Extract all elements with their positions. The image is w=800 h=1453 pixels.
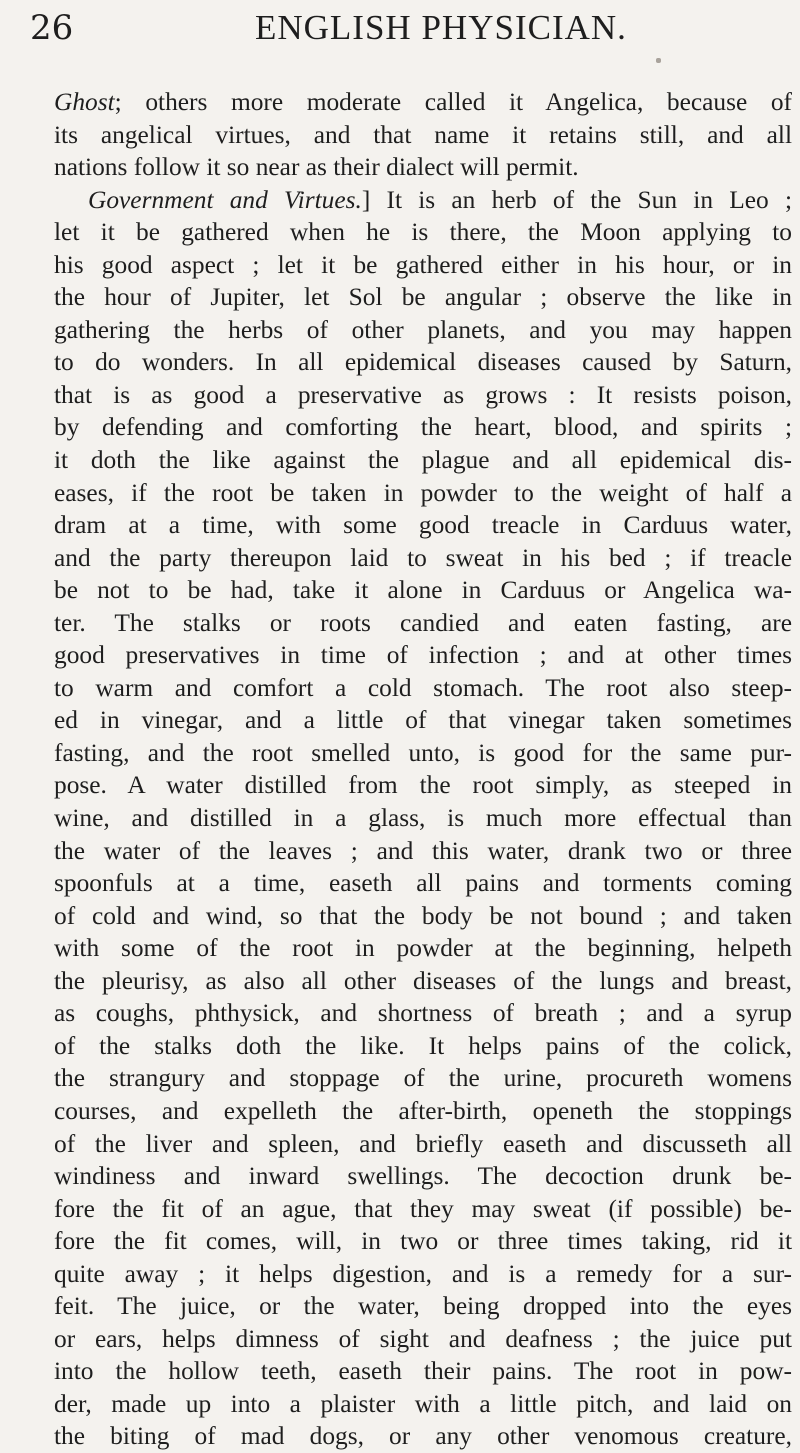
body-text — [54, 86, 792, 1453]
text-line: to do wonders. In all epidemical diseases caused by Saturn, — [54, 348, 792, 377]
text-line: ter. The stalks or roots candied and eaten fasting, are — [54, 608, 792, 637]
page-number: 26 — [30, 8, 74, 48]
text-line: fore the fit comes, will, in two or three times taking, rid it — [54, 1227, 792, 1256]
text-line: the hour of Jupiter, let Sol be angular ; observe the like in — [54, 283, 792, 312]
line-text: ; others more moderate called it Angelica, because of — [114, 88, 792, 116]
ink-speck — [656, 58, 661, 63]
text-line: of the liver and spleen, and briefly easeth and discusseth all — [54, 1129, 792, 1158]
text-line: by defending and comforting the heart, blood, and spirits ; — [54, 413, 792, 442]
text-line: the pleurisy, as also all other diseases of the lungs and breast, — [54, 966, 792, 995]
text-line: the biting of mad dogs, or any other venomous creature, — [54, 1422, 792, 1451]
text-line — [54, 86, 792, 119]
text-line: ed in vinegar, and a little of that vinegar taken sometimes — [54, 706, 792, 735]
text-line — [54, 184, 792, 217]
line-text: ] It is an herb of the Sun in Leo ; — [361, 185, 792, 214]
text-line: it doth the like against the plague and all epidemical dis- — [54, 446, 792, 475]
text-line: quite away ; it helps digestion, and is a remedy for a sur- — [54, 1259, 792, 1288]
text-line: windiness and inward swellings. The decoction drunk be- — [54, 1162, 792, 1191]
text-line: with some of the root in powder at the beginning, helpeth — [54, 934, 792, 963]
text-line: courses, and expelleth the after-birth, openeth the stoppings — [54, 1096, 792, 1125]
text-line: the strangury and stoppage of the urine, procureth womens — [54, 1064, 792, 1093]
text-line: the water of the leaves ; and this water, drank two or three — [54, 836, 792, 865]
text-line: or ears, helps dimness of sight and deafness ; the juice put — [54, 1324, 792, 1353]
text-line: der, made up into a plaister with a little pitch, and laid on — [54, 1389, 792, 1418]
text-line: of cold and wind, so that the body be not bound ; and taken — [54, 901, 792, 930]
text-line: into the hollow teeth, easeth their pains. The root in pow- — [54, 1357, 792, 1386]
text-line: his good aspect ; let it be gathered either in his hour, or in — [54, 250, 792, 279]
text-line: pose. A water distilled from the root simply, as steeped in — [54, 771, 792, 800]
text-line: dram at a time, with some good treacle in Carduus water, — [54, 511, 792, 540]
text-line: feit. The juice, or the water, being dropped into the eyes — [54, 1292, 792, 1321]
text-line: be not to be had, take it alone in Carduus or Angelica wa- — [54, 576, 792, 605]
text-line: spoonfuls at a time, easeth all pains and torments coming — [54, 869, 792, 898]
italic-run: Ghost — [54, 88, 115, 116]
text-line: wine, and distilled in a glass, is much more effectual than — [54, 804, 792, 833]
text-line: and the party thereupon laid to sweat in his bed ; if treacle — [54, 543, 792, 572]
text-line: fasting, and the root smelled unto, is good for the same pur- — [54, 738, 792, 767]
running-title: ENGLISH PHYSICIAN. — [255, 8, 627, 47]
running-head — [30, 8, 800, 78]
text-line: nations follow it so near as their dialect will permit. — [54, 153, 579, 182]
text-line: of the stalks doth the like. It helps pains of the colick, — [54, 1031, 792, 1060]
text-line: as coughs, phthysick, and shortness of breath ; and a syrup — [54, 999, 792, 1028]
text-line: good preservatives in time of infection ; and at other times — [54, 641, 792, 670]
italic-run: Government and Virtues. — [88, 185, 362, 214]
text-line: eases, if the root be taken in powder to the weight of half a — [54, 478, 792, 507]
text-line: gathering the herbs of other planets, and you may happen — [54, 315, 792, 344]
text-line: to warm and comfort a cold stomach. The root also steep- — [54, 673, 792, 702]
text-line: that is as good a preservative as grows : It resists poison, — [54, 380, 792, 409]
text-line: its angelical virtues, and that name it retains still, and all — [54, 120, 792, 149]
text-line: let it be gathered when he is there, the Moon applying to — [54, 218, 792, 247]
text-line: fore the fit of an ague, that they may sweat (if possible) be- — [54, 1194, 792, 1223]
